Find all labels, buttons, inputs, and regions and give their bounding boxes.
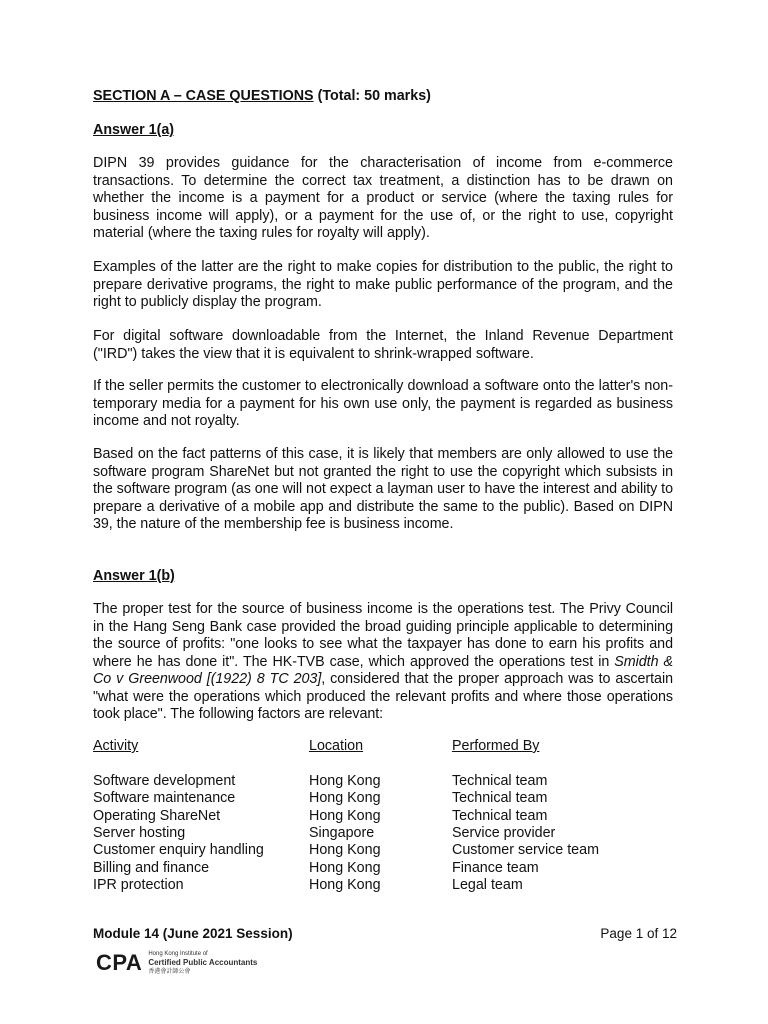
table-row xyxy=(93,842,673,859)
activity-cell: Software maintenance xyxy=(93,790,236,807)
answer-1a-paragraph-1: DIPN 39 provides guidance for the characterisation of income from e-commerce transactions. To determine the correct tax treatment, a distinction has to be drawn on whether the income is a payment for a product or service (where the taxing rules for business income will apply), or a payment for the use of, or the right to use, copyright material (where the taxing rules for royalty will apply). xyxy=(93,155,673,241)
answer-1b-text-before-case: The proper test for the source of business income is the operations test. The Privy Council in the Hang Seng Bank case provided the broad guiding principle applicable to determining the source of profits: "one looks to see what the taxpayer has done to earn his profits and where he has done it". The HK-TVB case, which approved the operations test in xyxy=(93,601,673,670)
table-row xyxy=(93,773,673,790)
location-cell: Hong Kong xyxy=(309,790,381,807)
answer-1a-paragraph-2: Examples of the latter are the right to make copies for distribution to the public, the right to prepare derivative programs, the right to make public performance of the program, and the right to publicly display the program. xyxy=(93,259,673,310)
header-location: Location xyxy=(309,738,364,754)
factors-table xyxy=(93,738,673,895)
performed-by-cell: Technical team xyxy=(452,772,548,789)
logo-line-1: Hong Kong Institute of xyxy=(148,951,208,957)
answer-1a-paragraph-4: If the seller permits the customer to electronically download a software onto the latter's non-temporary media for a payment for his own use only, the payment is regarded as business income and not royalty. xyxy=(93,378,673,429)
footer-module: Module 14 (June 2021 Session) xyxy=(93,926,293,941)
footer-page-number: Page 1 of 12 xyxy=(600,926,677,941)
location-cell: Hong Kong xyxy=(309,842,381,859)
activity-cell: Software development xyxy=(93,772,236,789)
location-cell: Singapore xyxy=(309,825,375,842)
activity-cell: Customer enquiry handling xyxy=(93,842,264,859)
location-cell: Hong Kong xyxy=(309,772,381,789)
section-heading xyxy=(93,88,431,106)
performed-by-cell: Finance team xyxy=(452,859,539,876)
answer-1a-paragraph-3: For digital software downloadable from the Internet, the Inland Revenue Department ("IRD") takes the view that it is equivalent to shrink-wrapped software. xyxy=(93,328,673,362)
location-cell: Hong Kong xyxy=(309,877,381,894)
table-row xyxy=(93,790,673,807)
section-title: SECTION A – CASE QUESTIONS xyxy=(93,88,314,104)
section-total: (Total: 50 marks) xyxy=(317,88,431,104)
activity-cell: Billing and finance xyxy=(93,859,210,876)
header-performed-by: Performed By xyxy=(452,738,540,754)
table-row xyxy=(93,860,673,877)
table-row xyxy=(93,808,673,825)
performed-by-cell: Customer service team xyxy=(452,842,599,859)
header-activity: Activity xyxy=(93,738,139,754)
table-row xyxy=(93,877,673,894)
performed-by-cell: Technical team xyxy=(452,807,548,824)
activity-cell: Operating ShareNet xyxy=(93,807,221,824)
answer-1b-heading: Answer 1(b) xyxy=(93,568,175,584)
answer-1a-paragraph-5: Based on the fact patterns of this case, it is likely that members are only allowed to use the software program ShareNet but not granted the right to use the copyright which subsists in the software program (as one will not expect a layman user to have the interest and ability to prepare a derivative of a mobile app and distribute the same to the public). Based on DIPN 39, the nature of the membership fee is business income. xyxy=(93,446,673,532)
logo-line-3: 香港會計師公會 xyxy=(148,969,191,975)
logo-mark: CPA xyxy=(96,950,143,976)
performed-by-cell: Legal team xyxy=(452,877,523,894)
performed-by-cell: Technical team xyxy=(452,790,548,807)
table-row xyxy=(93,825,673,842)
location-cell: Hong Kong xyxy=(309,859,381,876)
performed-by-cell: Service provider xyxy=(452,825,556,842)
location-cell: Hong Kong xyxy=(309,807,381,824)
logo-line-2: Certified Public Accountants xyxy=(148,958,258,967)
case-citation: Smidth & Co v Greenwood [(1922) 8 TC 203] xyxy=(93,653,674,687)
logo-text xyxy=(148,950,257,976)
hkicpa-logo xyxy=(96,950,257,976)
activity-cell: IPR protection xyxy=(93,877,184,894)
answer-1b-text-after-case: , considered that the proper approach was to ascertain "what were the operations which produced the relevant profits and where those operations took place". The following factors are relevant: xyxy=(93,671,673,722)
answer-1a-heading: Answer 1(a) xyxy=(93,122,175,138)
table-header-row xyxy=(93,738,673,755)
answer-1b-paragraph xyxy=(93,601,673,724)
activity-cell: Server hosting xyxy=(93,825,186,842)
